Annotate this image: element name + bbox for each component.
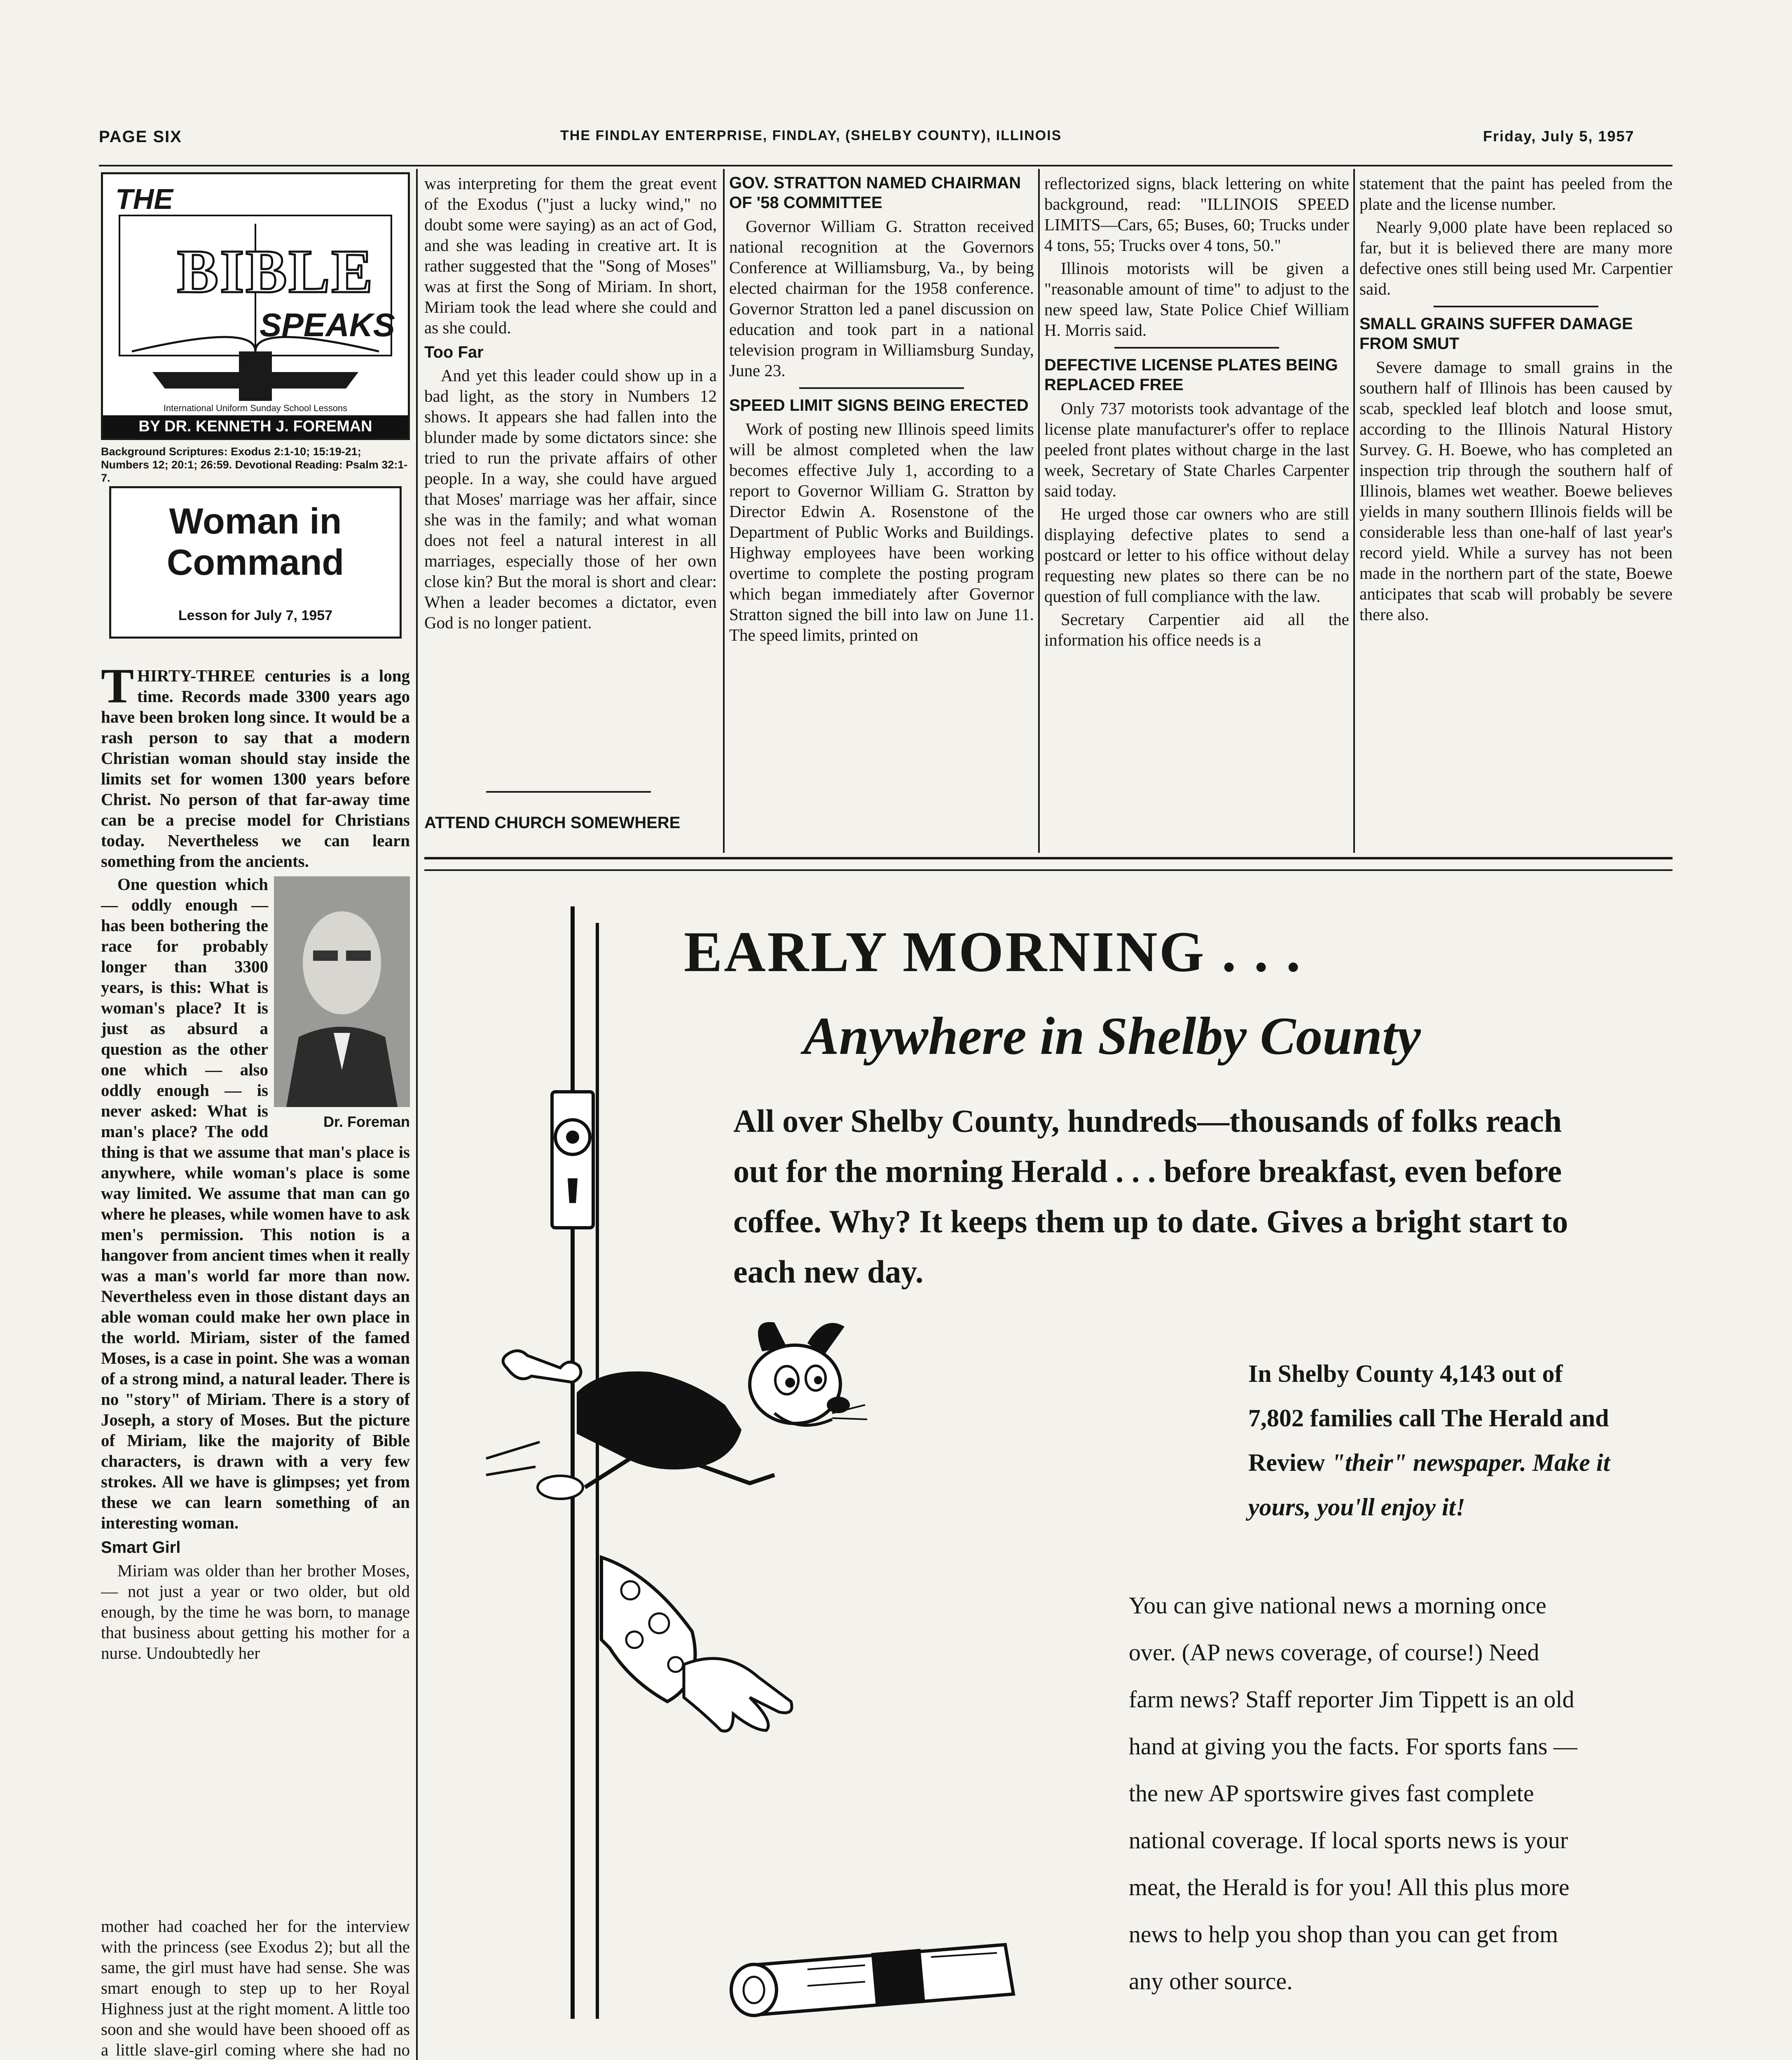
lesson-title-box [109,486,402,639]
bible-column-1 [101,665,410,1901]
headline-license-plates: DEFECTIVE LICENSE PLATES BEING REPLACED FREE [1044,356,1338,394]
bible-paragraph-1: HIRTY-THREE centuries is a long time. Records made 3300 years ago have been broken long since. It would be a rash person to say that a modern Christian woman should stay inside the limits set for women 1300 years before Christ. No person of that far-away time can be a precise model for Christians today. Nevertheless we can learn something from the ancients. [101,666,410,871]
bible-paragraph-7: And yet this leader could show up in a bad light, as the story in Numbers 12 shows. It appears she had fallen into the blunder made by some dictators since: she tried to run the private affairs of other people. In a way, she could have argued that Moses' marriage was her affair, since she was in the family; and what woman does not feel a natural interest in all marriages, especially those of her own close kin? But the moral is short and clear: When a leader becomes a dictator, even God is no longer patient. [424,366,717,632]
author-photo [274,876,410,1132]
page-number: PAGE SIX [99,128,182,146]
story-speed-limit: Work of posting new Illinois speed limits will be almost completed when the law becomes effective July 1, according to a report to Governor William G. Stratton by Director Edwin A. Rosenstone of the Department of Public Works and Buildings. Highway employees have been working overtime to complete the posting program which began immediately after Governor Stratton signed the bill into law on June 11. The speed limits, printed on [729,419,1034,644]
story-rule [1114,347,1279,349]
headline-stratton: GOV. STRATTON NAMED CHAIRMAN OF '58 COMMITTEE [729,174,1021,212]
ad-title: EARLY MORNING . . . [684,920,1302,984]
portrait-image [274,876,410,1107]
ad-body: You can give national news a morning once over. (AP news coverage, of course!) Need farm news? Staff reporter Jim Tippett is an old hand at giving you the facts. For sports fans — the new AP sportswire gives fast complete national coverage. If local sports news is your meat, the Herald is for you! All this plus more news to help you shop than you can get from any other source. [1129,1592,1577,1994]
subhead-smart-girl: Smart Girl [101,1538,181,1557]
story-plates-5: Nearly 9,000 plate have been replaced so far, but it is believed there are many more defective ones still being used Mr. Carpentier said. [1359,218,1673,298]
ad-top-rule-2 [424,869,1673,871]
masthead-line: THE FINDLAY ENTERPRISE, FINDLAY, (SHELBY COUNTY), ILLINOIS [560,128,1062,143]
news-column-4 [1044,173,1349,849]
news-column-5 [1359,173,1673,849]
column-rule [416,169,418,2060]
bible-paragraph-3: Miriam was older than her brother Moses, — not just a year or two older, but old enough, by the time he was born, to manage that business about getting his mother for a nurse. Undoubtedly her [101,1561,410,1662]
subhead-too-far: Too Far [424,343,484,361]
logo-small-text: International Uniform Sunday School Lessons [163,403,348,413]
logo-bible: BIBLE [177,237,374,306]
story-speed-limit-cont: reflectorized signs, black lettering on white background, read: "ILLINOIS SPEED LIMITS—Cars, 65; Buses, 60; Trucks under 4 tons, 55; Trucks over 4 tons, 50." [1044,174,1349,255]
ad-subtitle: Anywhere in Shelby County [803,1007,1421,1066]
column-rule [723,169,725,853]
bible-paragraph-6: was interpreting for them the great event of the Exodus ("just a lucky wind," no doubt some were saying) as an act of God, and she was leading in creative art. It is rather suggested that the "Song of Moses" was at first the Song of Miriam. In short, Miriam took the lead where she could and as she could. [424,174,717,337]
header-rule [99,165,1673,166]
lesson-date: Lesson for July 7, 1957 [178,608,333,623]
ad-illustration [437,898,1178,2060]
bible-column-2 [424,173,717,808]
news-column-3 [729,173,1034,849]
ad-top-rule [424,857,1673,859]
story-rule [1434,306,1598,307]
bible-paragraph-2: One question which — oddly enough — has been bothering the race for probably longer than 3300 years, is this: What is woman's place? It is just as absurd a question as the other one which — also oddly enough — is never asked: What is man's place? The odd thing is that we assume that man's place is anywhere, while woman's place is some way limited. We assume that man can go where he pleases, while women have to ask men's permission. This notion is a hangover from ancient times when it really was a man's world far more than now. Nevertheless even in those distant days an able woman could make her own place in the world. Miriam, sister of the famed Moses, is a case in point. She was a woman of a strong mind, a natural leader. There is no "story" of Miriam. There is a story of Joseph, a story of Moses. But the picture of Miriam, like the majority of Bible characters, is drawn with a very few strokes. All we have is glimpses; yet from these we can learn something of an interesting woman. [101,875,410,1532]
story-plates-1: Only 737 motorists took advantage of the license plate manufacturer's offer to replace peeled front plates without charge in the last week, Secretary of State Charles Carpenter said today. [1044,399,1349,500]
ad-stat [1248,1351,1611,1529]
door-icon [552,906,597,2019]
pajama-arm-icon [601,1557,792,1731]
rolled-newspaper-icon [731,1945,1013,2016]
lesson-title: Woman in Command [166,501,344,583]
bible-paragraph-4: mother had coached her for the interview with the princess (see Exodus 2); but all the same, the girl must have had sense. She was smart enough to step up to her Royal Highness just at the right moment. A little too soon and she would have been shooed off as a little slave-girl coming where she had no [101,1917,410,2059]
ad-intro: All over Shelby County, hundreds—thousands of folks reach out for the morning Herald . . . before breakfast, even before coffee. Why? It keeps them up to date. Gives a bright start to each new day. [733,1103,1568,1290]
drop-cap: T [101,665,134,713]
attend-church: ATTEND CHURCH SOMEWHERE [424,814,681,832]
issue-date: Friday, July 5, 1957 [1483,128,1635,145]
bible-speaks-logo [101,172,410,440]
story-rule [799,387,964,389]
headline-speed-limit: SPEED LIMIT SIGNS BEING ERECTED [729,396,1029,414]
column-rule [1353,169,1355,853]
scriptures: Background Scriptures: Exodus 2:1-10; 15:19-21; Numbers 12; 20:1; 26:59. Devotional Reading: Psalm 32:1-7. [101,445,408,484]
dog-icon [486,1322,867,1499]
column-rule [1038,169,1040,853]
ad-stat-a: In Shelby County 4,143 out of 7,802 families call The Herald and Review [1248,1360,1609,1476]
bible-column-1b [101,1916,410,2060]
story-plates-2: He urged those car owners who are still displaying defective plates to send a postcard or letter to his office without delay requesting new plates so there can be no question of full compliance with the law. [1044,504,1349,606]
logo-speaks: SPEAKS [260,307,395,343]
story-plates-3: Secretary Carpentier aid all the information his office needs is a [1044,610,1349,649]
story-plates-4: statement that the paint has peeled from the plate and the license number. [1359,174,1673,213]
ad-stat-b: "their" newspaper. Make it yours, you'll enjoy it! [1248,1449,1610,1521]
short-rule [486,791,651,793]
story-small-grains: Severe damage to small grains in the southern half of Illinois has been caused by scab, speckled leaf blotch and loose smut, according to the Illinois Natural History Survey. G. H. Boewe, who has completed an inspection trip through the southern half of Illinois, blames wet weather. Boewe believes yields in many southern Illinois fields will be considerable less than one-half of last year's record yield. While a survey has not been made in the northern part of the state, Boewe anticipates that scab will probably be severe there also. [1359,358,1673,624]
photo-caption: Dr. Foreman [323,1113,410,1130]
byline: BY DR. KENNETH J. FOREMAN [103,415,408,438]
story-motorists: Illinois motorists will be given a "reasonable amount of time" to adjust to the new speed law, State Police Chief William H. Morris said. [1044,259,1349,339]
logo-the: THE [115,183,173,215]
headline-small-grains: SMALL GRAINS SUFFER DAMAGE FROM SMUT [1359,315,1633,353]
story-stratton: Governor William G. Stratton received national recognition at the Governors Conference at Williamsburg, Va., by being elected chairman for the 1958 conference. Governor Stratton led a panel discussion on education and took part in a national television program in Williamsburg Sunday, June 23. [729,217,1034,380]
